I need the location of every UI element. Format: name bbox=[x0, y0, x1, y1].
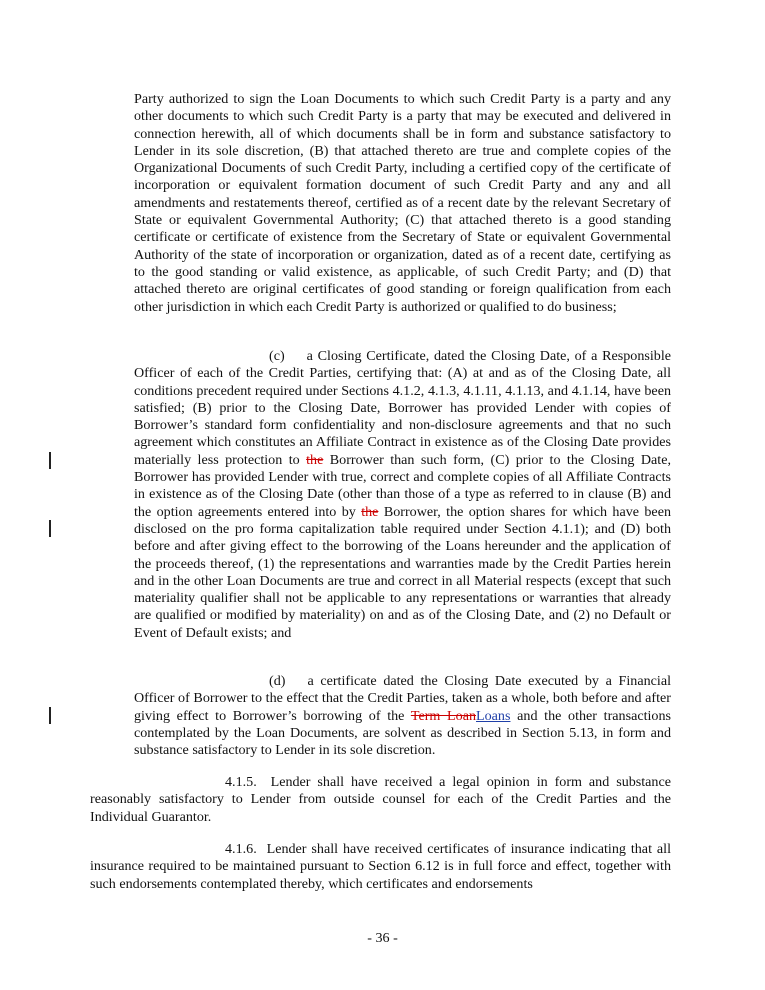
revision-change-bar bbox=[49, 707, 51, 724]
section-number: 4.1.6. bbox=[225, 841, 257, 857]
paragraph-text: Party authorized to sign the Loan Documents to which such Credit Party is a party and any other documents to which such Credit Party is a party that may be executed and delivered in connection herewith, all of which documents shall be in form and substance satisfactory to Lender in its sole discretion, (B) that attached thereto are true and complete copies of the Organizational Documents of such Credit Party, including a certified copy of the certificate of incorporation or equivalent formation document of such Credit Party and any and all amendments and restatements thereof, certified as of a recent date by the relevant Secretary of State or equivalent Governmental Authority; (C) that attached thereto is a good standing certificate or certificate of existence from the Secretary of State or equivalent Governmental Authority of the state of incorporation or organization, dated as of a recent date, certifying as to the good standing or valid existence, as applicable, of such Credit Party; and (D) that attached thereto are original certificates of good standing or foreign qualification from each other jurisdiction in which each Credit Party is authorized or qualified to do business; bbox=[134, 91, 671, 315]
deleted-text: the bbox=[306, 451, 324, 468]
clause-c-text-1: a Closing Certificate, dated the Closing Date, of a Responsible Officer of each of the Credit Parties, certifying that: (A) at and as of the Closing Date, all conditions precedent required under Sections 4.1.2, 4.1.3, 4.1.11, 4.1.13, and 4.1.14, have been satisfied; (B) prior to the Closing Date, Borrower has provided Lender with copies of Borrower’s standard form confidentiality and non-disclosure agreements and that no such agreement which constitutes an Affiliate Contract in existence as of the Closing Date provides materially less protection to bbox=[134, 348, 671, 468]
clause-d-text-2: and the other transactions contemplated by the Loan Documents, are solvent as described in Section 5.13, in form and substance satisfactory to Lender in its sole discretion. bbox=[134, 707, 671, 759]
deleted-text: Term Loan bbox=[410, 707, 477, 724]
clause-d-text-1: a certificate dated the Closing Date executed by a Financial Officer of Borrower to the effect that the Credit Parties, taken as a whole, both before and after giving effect to Borrower’s borrowing of the bbox=[134, 673, 671, 724]
section-text: Lender shall have received certificates of insurance indicating that all insurance required to be maintained pursuant to Section 6.12 is in full force and effect, together with such endorsements contemplated thereby, which certificates and endorsements bbox=[90, 841, 672, 892]
section-number: 4.1.5. bbox=[225, 774, 257, 790]
section-4-1-5 bbox=[90, 774, 671, 826]
revision-change-bar bbox=[49, 520, 51, 537]
clause-c-text-2: Borrower than such form, (C) prior to the Closing Date, Borrower has provided Lender with true, correct and complete copies of all Affiliate Contracts in existence as of the Closing Date (other than those of a type as referred to in clause (B) and the option agreements entered into by bbox=[134, 451, 671, 520]
clause-d-solvency-certificate bbox=[134, 673, 671, 759]
revision-change-bar bbox=[49, 452, 51, 469]
clause-c-text-3: Borrower, the option shares for which have been disclosed on the pro forma capitalization table required under Section 4.1.1); and (D) both before and after giving effect to the borrowing of the Loans hereunder and the application of the proceeds thereof, (1) the representations and warranties made by the Credit Parties herein and in the other Loan Documents are true and correct in all Material respects (except that such materiality qualifier shall not be applicable to any representations or warranties that already are qualified or modified by materiality) on and as of the Closing Date, and (2) no Default or Event of Default exists; and bbox=[134, 503, 671, 641]
clause-label-d: (d) bbox=[269, 673, 286, 689]
inserted-text: Loans bbox=[476, 707, 511, 724]
clause-c-closing-certificate bbox=[134, 348, 671, 642]
page-number: - 36 - bbox=[367, 930, 398, 946]
section-text: Lender shall have received a legal opinion in form and substance reasonably satisfactory to Lender from outside counsel for each of the Credit Parties and the Individual Guarantor. bbox=[90, 774, 671, 825]
section-4-1-6 bbox=[90, 841, 671, 893]
deleted-text: the bbox=[361, 503, 379, 520]
paragraph-officer-certificate-continued bbox=[134, 91, 671, 316]
clause-label-c: (c) bbox=[269, 348, 285, 364]
